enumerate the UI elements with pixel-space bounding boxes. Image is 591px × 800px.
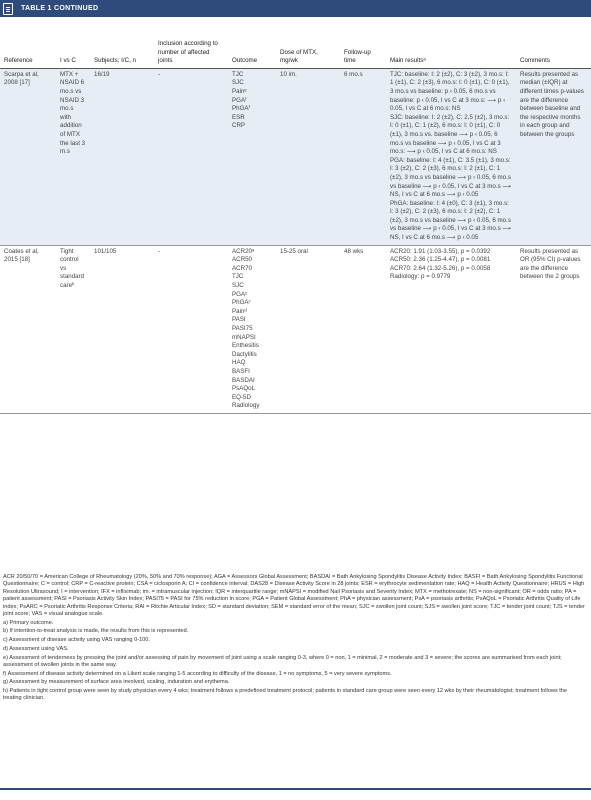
cell-outcome: ACR20ᵃ ACR50 ACR70 TJC SJC PGAᶜ PhGAᶜ Painᵈ PASI PASI75 mNAPSI Enthesitis Dactylitis HAQ BASFI BASDAI PsAQoL EQ-5D Radiology: [232, 247, 260, 410]
cell-reference: Scarpa et al, 2008 [17]: [4, 70, 39, 87]
footnote-b: b) If intention-to-treat analysis is made, the results from this is represented.: [3, 628, 189, 635]
cell-comments: Results presented as OR (95% CI) p-values are the difference between the 2 groups: [520, 247, 581, 281]
cell-subjects: 101/105: [94, 247, 117, 255]
col-header-followup: Follow-up time: [344, 48, 371, 65]
document-icon: [3, 3, 13, 15]
cell-dose: 10 im.: [280, 70, 297, 78]
table-row: [0, 245, 591, 413]
table-header-bar: [0, 0, 591, 17]
footnote-a: a) Primary outcome.: [3, 619, 54, 626]
footnote-g: g) Assessment by measurement of surface area involved, scaling, induration and erythema.: [3, 679, 230, 686]
table-title: TABLE 1 CONTINUED: [21, 5, 99, 12]
col-header-inclusion: Inclusion according to number of affected joints: [158, 40, 218, 65]
col-header-outcome: Outcome: [232, 57, 258, 65]
col-header-reference: Reference: [4, 57, 33, 65]
cell-outcome: TJC SJC Painᵉ PGAᶠ PhGAᶠ ESR CRP: [232, 70, 250, 130]
cell-inclusion: -: [158, 70, 161, 78]
cell-results: ACR20: 1.91 (1.03-3.55), p = 0.0392 ACR50: 2.36 (1.25-4.47), p = 0.0081 ACR70: 2.64 (1.32-5.26), p = 0.0058 Radiology: p = 0.9779: [390, 247, 491, 281]
footnote-c: c) Assessment of disease activity using VAS ranging 0-100.: [3, 637, 150, 644]
col-header-subjects: Subjects; I/C, n: [94, 57, 136, 65]
col-header-results: Main resultsᵃ: [390, 57, 426, 65]
footnote-abbreviations: ACR 20/50/70 = American College of Rheumatology (20%, 50% and 70% response); AGA = Assessors Global Assessment; BASDAI = Bath Ankylosing Spondylitis Disease Activity Index; BASFI = Bath Ankylosing Spondylitis Functional Questionnaire; C = control; CRP = C-reactive protein; CSA = ciclosporin A; CI = confidence interval; DAS28 = Disease Activity Score in 28 joints; ESR = erythrocyte sedimentation rate; HAQ = Health Activity Questionnaire; HRUS = High Resolution Ultrasound; I = intervention; IFX = infliximab; im. = intramuscular injection; IQR = interquartile range; mNAPSI = modified Nail Psoriasis and Severity Index; MTX = methotrexate; NS = non-significant; OR = odds ratio; PA = patient assessment; PASI = Psoriasis Activity Skin Index; PASI75 = PASI for 75% reduction in score; PGA = Patient Global Assessment; PhA = physician assessment; PsA = psoriasis arthritis; PsAQoL = Psoriatic Arthritis Quality of Life index; PsARC = Psoriatic Arthritis Response Criteria; RAI = Ritchie Articular Index; SD = standard deviation; SEM = standard error of the mean; SJC = swollen joint count; SJS = swollen joint score; TJC = tender joint count; TJS = tender joint score; VAS = visual analogue scale.: [3, 574, 585, 618]
cell-ivsc: MTX + NSAID 6 mo.s vs NSAID 3 mo.s with addition of MTX the last 3 m.s: [60, 70, 86, 156]
col-header-comments: Comments: [520, 57, 550, 65]
results-table: [0, 40, 591, 414]
cell-results: TJC: baseline: I: 2 (±2), C: 3 (±2), 3 mo.s: I: 1 (±1), C: 2 (±3), 6 mo.s: I: 0 (±1), C: 0 (±1), 3 mo.s vs baseline: p ‹ 0.05, 6 mo.s vs baseline: p ‹ 0.05, I vs C at 3 mo.s: ⟶ p ‹ 0.05, I vs C at 6 mo.s: NS SJC: baseline: I: 2 (±2), C: 2,5 (±2), 3 mo.s: I: 0 (±1), C: 1 (±2), 6 mo.s: I: 0 (±1), C: 0 (±1), 3 mo.s vs. baseline ⟶ p ‹ 0.05, 6 mo.s vs baseline ⟶ p ‹ 0.05, I vs C at 3 mo.s: ⟶ p ‹ 0.05, I vs C at 6 mo.s: NS PGA: baseline: I: 4 (±1), C: 3.5 (±1), 3 mo.s: I: 3 (±2), C: 2 (±3), 6 mo.s: I: 2 (±1), C: 1 (±2), 3 mo.s vs baseline ⟶ p ‹ 0.05, 6 mo.s vs baseline ⟶ p ‹ 0.05, I vs C at 3 mo.s ⟶ NS, I vs C at 6 mo.s ⟶ p ‹ 0.05 PhGA: baseline: I: 4 (±0), C: 3 (±1), 3 mo.s: I: 3 (±2), C: 2 (±3), 6 mo.s: I: 2 (±2), C: 1 (±2), 3 mo.s vs baseline ⟶ p ‹ 0.05, 6 mo.s vs baseline ⟶ p ‹ 0.05, I vs C at 3 mo.s ⟶ NS, I vs C at 6 mo.s ⟶ p ‹ 0.05: [390, 70, 512, 242]
col-header-ivsc: I vs C: [60, 57, 76, 65]
footnote-d: d) Assessment using VAS.: [3, 645, 69, 652]
cell-comments: Results presented as median (±IQR) at different times p-values are the difference between baseline and the respective months in each group and between the groups: [520, 70, 584, 138]
cell-followup: 6 mo.s: [344, 70, 363, 78]
cell-inclusion: -: [158, 247, 161, 255]
footnote-h: h) Patients in tight control group were seen by study physician every 4 wks; treatment follows a predefined treatment protocol; patients in standard care group were seen every 12 wks by their rheumatologist; treatment follows the treating clinician.: [3, 688, 568, 702]
cell-subjects: 16/19: [94, 70, 110, 78]
footnote-f: f) Assessment of disease activity determined on a Likert scale ranging 1-5 according to difficulty of the disease, 1 = no symptoms, 5 = very severe symptoms.: [3, 670, 392, 677]
footnotes: [3, 574, 587, 704]
bottom-rule: [0, 788, 591, 790]
footnote-e: e) Assessment of tenderness by pressing the joint and/or assessing of pain by movement of joint using a scale ranging 0-3, where 0 = non, 1 = minimal, 2 = moderate and 3 = severe; the scores are summarised from each joint; assessment of swollen joints in the same way.: [3, 654, 562, 668]
table-row: [0, 68, 591, 245]
cell-reference: Coates et al, 2015 [18]: [4, 247, 39, 264]
cell-dose: 15-25 oral: [280, 247, 308, 255]
table-header-row: [0, 40, 591, 68]
cell-ivsc: Tight control vs standard careʰ: [60, 247, 85, 290]
col-header-dose: Dose of MTX, mg/wk: [280, 48, 318, 65]
cell-followup: 48 wks: [344, 247, 364, 255]
